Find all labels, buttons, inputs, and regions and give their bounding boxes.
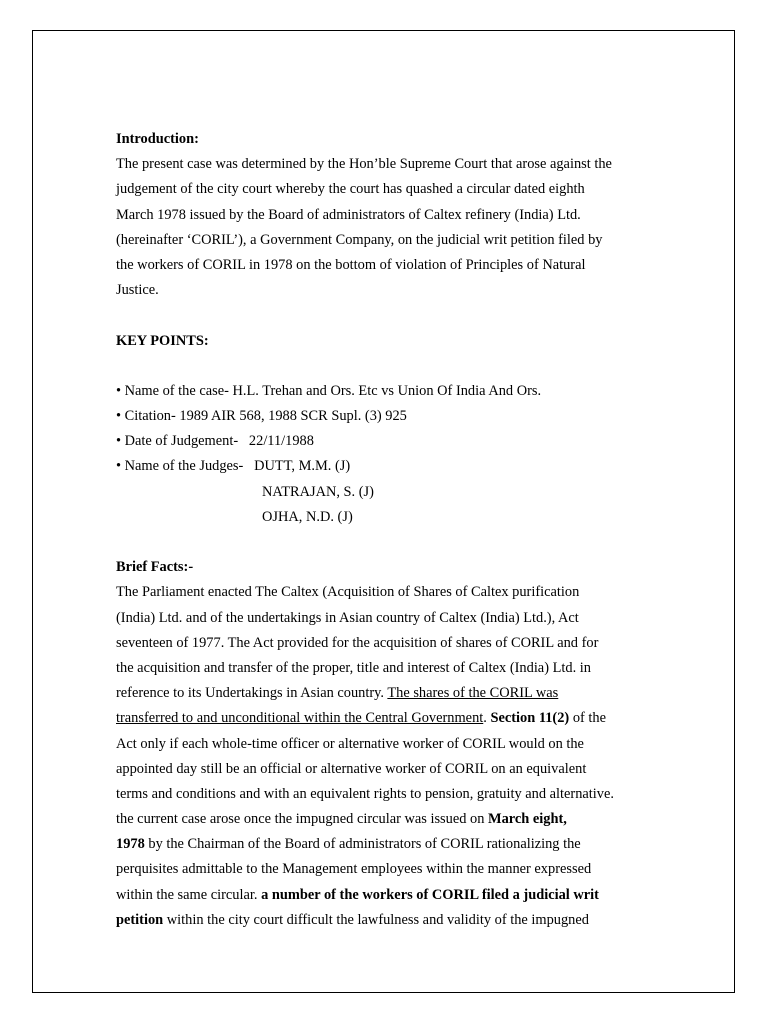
- bold-text: Section 11(2): [490, 710, 570, 727]
- brief-facts-line: [116, 883, 664, 908]
- date-value: 22/11/1988: [248, 433, 314, 450]
- introduction-line: Justice.: [116, 282, 159, 299]
- brief-facts-line: [116, 807, 664, 832]
- key-points-heading: KEY POINTS:: [116, 332, 209, 349]
- date-label: • Date of Judgement-: [116, 433, 239, 450]
- brief-facts-line: (India) Ltd. and of the undertakings in Asian country of Caltex (India) Ltd.), Act: [116, 609, 579, 626]
- introduction-heading: Introduction:: [116, 131, 199, 147]
- brief-facts-line: The Parliament enacted The Caltex (Acquisition of Shares of Caltex purification: [116, 584, 580, 601]
- introduction-line: (hereinafter ‘CORIL’), a Government Company, on the judicial writ petition filed by: [116, 231, 603, 248]
- brief-facts-line: [116, 706, 664, 731]
- spacer: [116, 354, 664, 379]
- brief-facts-line: seventeen of 1977. The Act provided for the acquisition of shares of CORIL and for: [116, 634, 599, 651]
- brief-facts-line: the acquisition and transfer of the proper, title and interest of Caltex (India) Ltd. in: [116, 659, 591, 676]
- text-run: within the same circular.: [116, 886, 262, 903]
- introduction-line: The present case was determined by the Hon’ble Supreme Court that arose against the: [116, 156, 612, 173]
- text-run: by the Chairman of the Board of administrators of CORIL rationalizing the: [144, 836, 581, 853]
- date-item: [116, 429, 664, 454]
- judges-label: • Name of the Judges-: [116, 458, 244, 475]
- bold-text: March eight,: [488, 811, 567, 828]
- spacer: [116, 530, 664, 555]
- bold-text: petition: [116, 911, 164, 928]
- underlined-text: The shares of the CORIL was: [387, 685, 559, 702]
- text-run: of the: [569, 710, 606, 727]
- judge-name: OJHA, N.D. (J): [262, 508, 353, 525]
- citation-item: • Citation- 1989 AIR 568, 1988 SCR Supl. (3) 925: [116, 408, 407, 425]
- judges-item: [116, 454, 664, 479]
- brief-facts-heading: Brief Facts:-: [116, 559, 194, 576]
- text-run: within the city court difficult the lawfulness and validity of the impugned: [163, 911, 589, 928]
- introduction-line: March 1978 issued by the Board of administrators of Caltex refinery (India) Ltd.: [116, 206, 581, 223]
- brief-facts-line: appointed day still be an official or alternative worker of CORIL on an equivalent: [116, 760, 587, 777]
- judge-name: NATRAJAN, S. (J): [262, 483, 374, 500]
- introduction-line: judgement of the city court whereby the court has quashed a circular dated eighth: [116, 181, 585, 198]
- brief-facts-line: terms and conditions and with an equivalent rights to pension, gratuity and alternative.: [116, 785, 614, 802]
- spacer: [116, 303, 664, 328]
- document-body: [116, 127, 664, 933]
- text-run: .: [483, 710, 491, 727]
- brief-facts-line: [116, 681, 664, 706]
- brief-facts-line: perquisites admittable to the Management employees within the manner expressed: [116, 861, 592, 878]
- introduction-line: the workers of CORIL in 1978 on the bottom of violation of Principles of Natural: [116, 256, 586, 273]
- text-run: reference to its Undertakings in Asian country.: [116, 685, 388, 702]
- brief-facts-line: [116, 832, 664, 857]
- text-run: the current case arose once the impugned circular was issued on: [116, 811, 489, 828]
- brief-facts-line: [116, 908, 664, 933]
- brief-facts-line: Act only if each whole-time officer or alternative worker of CORIL would on the: [116, 735, 584, 752]
- underlined-text: transferred to and unconditional within the Central Government: [116, 710, 484, 727]
- bold-text: a number of the workers of CORIL filed a judicial writ: [261, 886, 599, 903]
- case-name-item: • Name of the case- H.L. Trehan and Ors. Etc vs Union Of India And Ors.: [116, 382, 542, 399]
- judge-name: DUTT, M.M. (J): [254, 458, 351, 475]
- bold-text: 1978: [116, 836, 145, 853]
